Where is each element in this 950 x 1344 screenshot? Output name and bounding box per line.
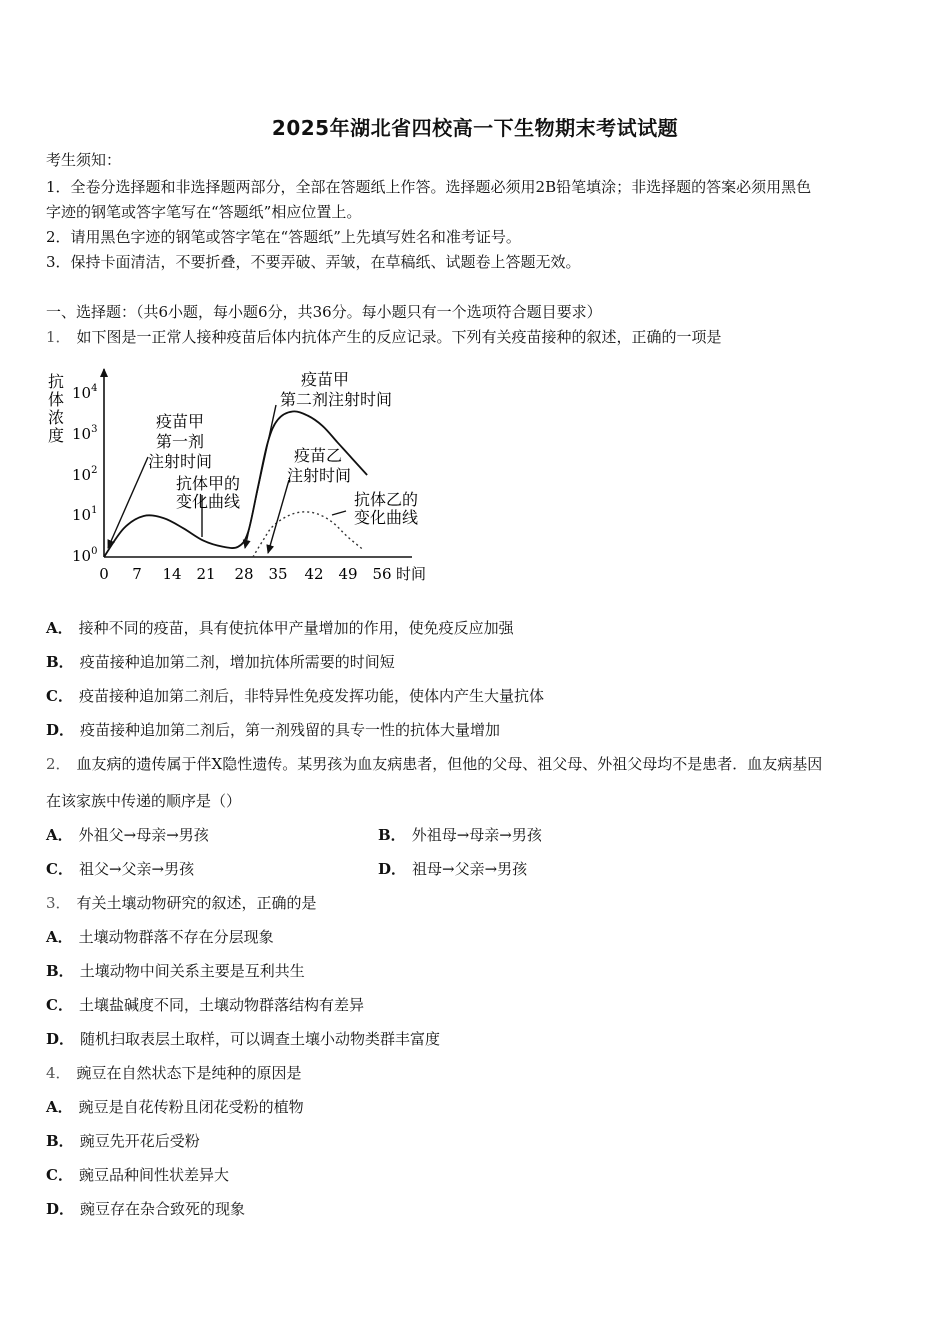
y-axis-label (48, 372, 64, 445)
notice-heading: 考生须知： (46, 151, 122, 169)
question-3-stem (46, 893, 910, 913)
annotation-antibody-a-curve: 抗体甲的变化曲线 (175, 474, 241, 511)
antibody-chart (40, 365, 450, 590)
annotation-arrow (108, 457, 148, 548)
question-text: 如下图是一正常人接种疫苗后体内抗体产生的反应记录。下列有关疫苗接种的叙述，正确的一项是 (76, 328, 722, 346)
x-tick-label: 14 (162, 565, 182, 583)
y-tick-label: $10^2$ (72, 465, 98, 484)
q1-option-a[interactable]: A． 接种不同的疫苗，具有使抗体甲产量增加的作用，使免疫反应加强 (46, 619, 514, 637)
q1-option-c[interactable]: C． 疫苗接种追加第二剂后，非特异性免疫发挥功能，使体内产生大量抗体 (46, 687, 544, 705)
x-tick-label: 49 (338, 565, 358, 583)
question-1-stem (46, 327, 910, 347)
notice-item-1: 1．全卷分选择题和非选择题两部分，全部在答题纸上作答。选择题必须用2B铅笔填涂；非选择题的答案必须用黑色 (46, 178, 812, 196)
q3-option-d[interactable]: D． 随机扫取表层土取样，可以调查土壤小动物类群丰富度 (46, 1030, 441, 1048)
y-tick-label: $10^3$ (72, 424, 98, 443)
notice-item-3: 3．保持卡面清洁，不要折叠，不要弄破、弄皱，在草稿纸、试题卷上答题无效。 (46, 253, 581, 271)
annotation-arrow (268, 480, 289, 553)
annotation-vaccine-a-second: 疫苗甲第二剂注射时间 (279, 370, 393, 409)
y-tick-label: $10^0$ (72, 546, 98, 565)
y-tick-label: $10^4$ (72, 383, 98, 402)
annotation-vaccine-a-first: 疫苗甲第一剂注射时间 (147, 412, 213, 471)
x-tick-label: 21 (196, 565, 216, 583)
x-axis-label: 时间 (396, 565, 427, 583)
question-number: 1． (46, 328, 71, 346)
q4-option-d[interactable]: D． 豌豆存在杂合致死的现象 (46, 1200, 246, 1218)
q2-option-a[interactable]: A． 外祖父→母亲→男孩 (46, 826, 209, 844)
notice-item-2: 2．请用黑色字迹的钢笔或答字笔在“答题纸”上先填写姓名和准考证号。 (46, 228, 521, 246)
q3-option-b[interactable]: B． 土壤动物中间关系主要是互利共生 (46, 962, 305, 980)
x-tick-labels (99, 565, 391, 583)
x-tick-label: 42 (304, 565, 324, 583)
q3-option-c[interactable]: C． 土壤盐碱度不同，土壤动物群落结构有差异 (46, 996, 364, 1014)
x-tick-label: 56 (372, 565, 392, 583)
q4-option-b[interactable]: B． 豌豆先开花后受粉 (46, 1132, 200, 1150)
question-number: 3． (46, 894, 71, 912)
q2-option-c[interactable]: C． 祖父→父亲→男孩 (46, 860, 195, 878)
y-tick-label: $10^1$ (72, 505, 98, 524)
y-tick-labels (72, 383, 97, 565)
x-tick-label: 28 (234, 565, 254, 583)
section-heading: 一、选择题：（共6小题，每小题6分，共36分。每小题只有一个选项符合题目要求） (46, 303, 602, 321)
page-title: 2025年湖北省四校高一下生物期末考试试题 (271, 116, 679, 140)
q1-option-d[interactable]: D． 疫苗接种追加第二剂后，第一剂残留的具专一性的抗体大量增加 (46, 721, 501, 739)
y-axis-label-char: 浓 (48, 408, 65, 427)
x-tick-label: 0 (99, 565, 109, 583)
question-2-stem (46, 754, 910, 774)
question-4-stem (46, 1063, 910, 1083)
notice-item-1-cont: 字迹的钢笔或答字笔写在“答题纸”相应位置上。 (46, 203, 362, 221)
question-text: 血友病的遗传属于伴X隐性遗传。某男孩为血友病患者，但他的父母、祖父母、外祖父母均不是患者．血友病基因 (76, 755, 823, 773)
x-tick-label: 7 (132, 565, 142, 583)
q4-option-c[interactable]: C． 豌豆品种间性状差异大 (46, 1166, 229, 1184)
y-axis-label-char: 体 (48, 390, 65, 409)
x-tick-label: 35 (268, 565, 288, 583)
y-axis-label-char: 抗 (48, 372, 65, 391)
question-text: 有关土壤动物研究的叙述，正确的是 (76, 894, 317, 912)
q4-option-a[interactable]: A． 豌豆是自花传粉且闭花受粉的植物 (46, 1098, 304, 1116)
q2-option-d[interactable]: D． 祖母→父亲→男孩 (378, 860, 528, 878)
question-text: 豌豆在自然状态下是纯种的原因是 (76, 1064, 302, 1082)
annotation-antibody-b-curve: 抗体乙的变化曲线 (353, 490, 419, 527)
annotation-vaccine-b: 疫苗乙注射时间 (286, 446, 352, 485)
q2-option-b[interactable]: B． 外祖母→母亲→男孩 (378, 826, 542, 844)
annotation-arrow (332, 511, 346, 515)
question-number: 4． (46, 1064, 71, 1082)
question-2-stem-cont: 在该家族中传递的顺序是（） (46, 792, 242, 810)
q1-option-b[interactable]: B． 疫苗接种追加第二剂，增加抗体所需要的时间短 (46, 653, 395, 671)
y-axis-label-char: 度 (48, 426, 65, 445)
question-number: 2． (46, 755, 71, 773)
q3-option-a[interactable]: A． 土壤动物群落不存在分层现象 (46, 928, 274, 946)
annotation-arrow (245, 405, 276, 548)
